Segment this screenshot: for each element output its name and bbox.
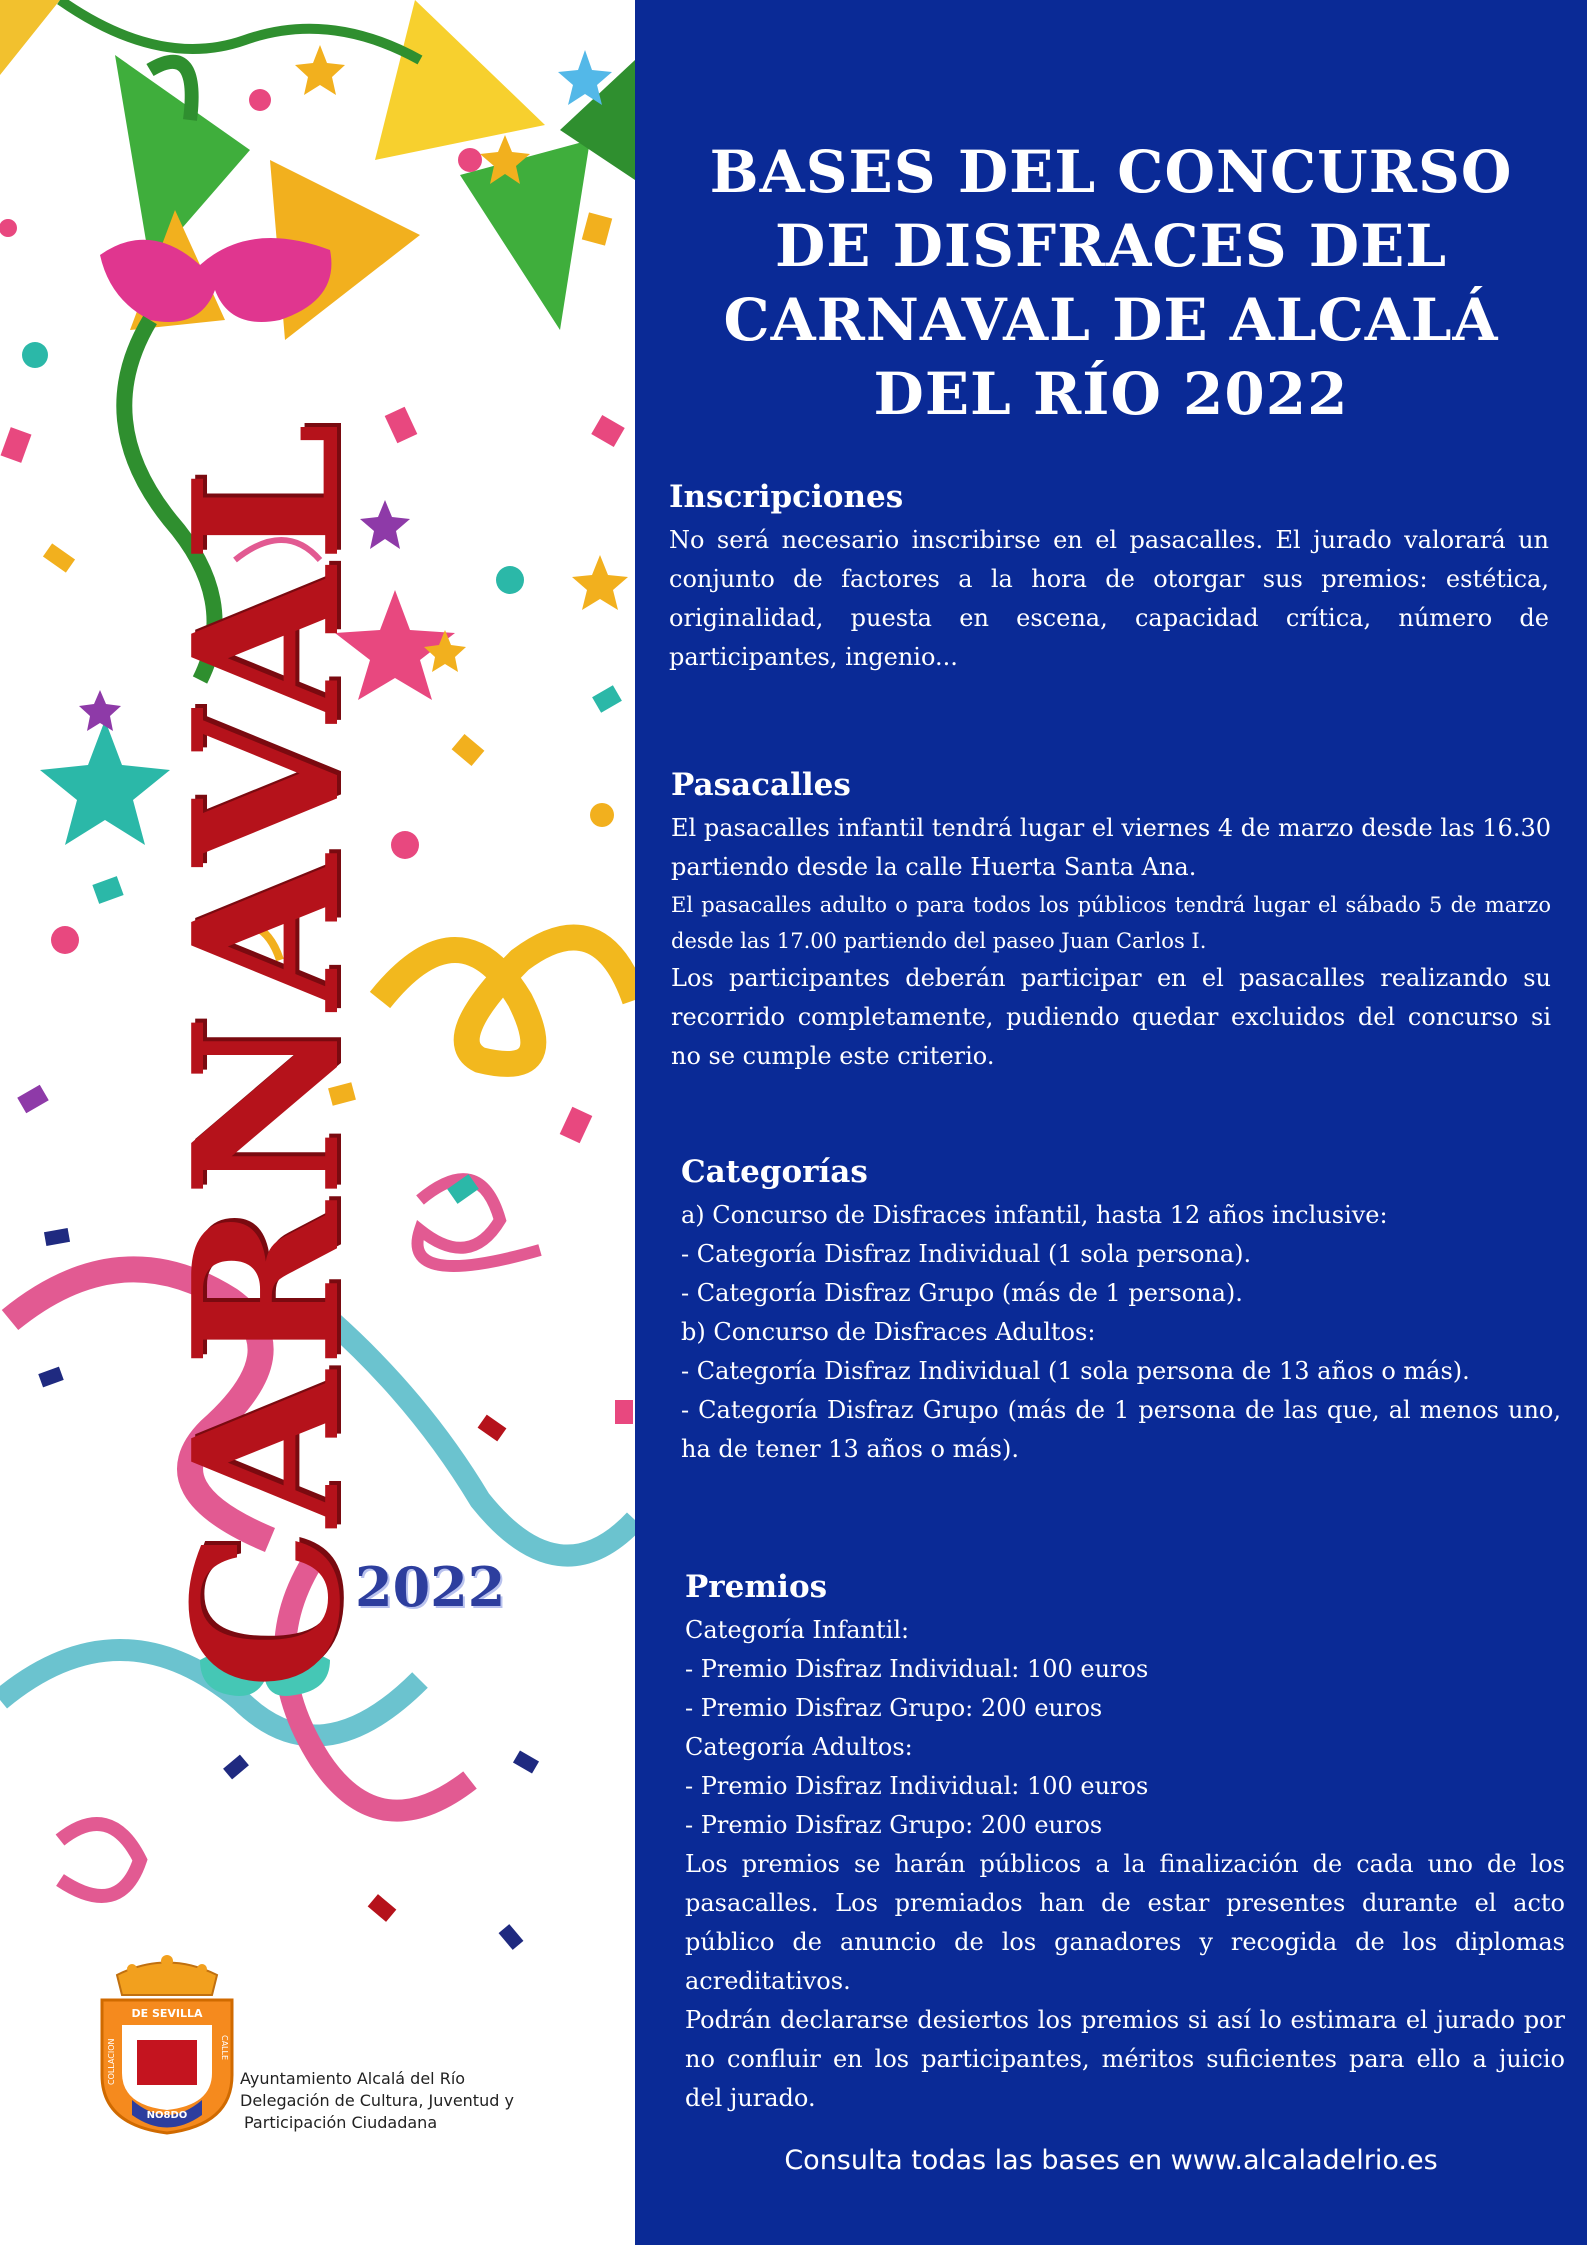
- org-line: Participación Ciudadana: [244, 2113, 438, 2132]
- org-line: Ayuntamiento Alcalá del Río: [240, 2069, 466, 2088]
- list-item: - Categoría Disfraz Individual (1 sola persona de 13 años o más).: [681, 1357, 1470, 1385]
- footer-link-note: Consulta todas las bases en www.alcaladelrio.es: [784, 2145, 1438, 2176]
- org-line: Delegación de Cultura, Juventud y: [240, 2091, 514, 2110]
- year-badge: 2022: [355, 1555, 506, 1619]
- section-premios: [685, 1565, 1565, 2118]
- section-pasacalles: [671, 763, 1551, 1076]
- crest-left-text: COLLACION: [107, 2038, 116, 2085]
- list-item: - Categoría Disfraz Grupo (más de 1 persona de las que, al menos uno, ha de tener 13 años o más).: [681, 1396, 1561, 1463]
- section-text: Los premios se harán públicos a la finalización de cada uno de los pasacalles. Los premiados han de estar presentes durante el acto público de anuncio de los ganadores y recogida de los diplomas acreditativos.: [685, 1850, 1565, 1995]
- section-text: No será necesario inscribirse en el pasacalles. El jurado valorará un conjunto de factores a la hora de otorgar sus premios: estética, originalidad, puesta en escena, capacidad crítica, número de participantes, ingenio...: [669, 526, 1549, 671]
- section-categorias: [681, 1150, 1561, 1469]
- list-item: - Categoría Disfraz Individual (1 sola persona).: [681, 1240, 1252, 1268]
- crest-icon: [92, 1955, 242, 2135]
- crest-right-text: CALLE: [220, 2035, 229, 2061]
- list-item: a) Concurso de Disfraces infantil, hasta 12 años inclusive:: [681, 1201, 1388, 1229]
- list-item: Categoría Adultos:: [685, 1733, 913, 1761]
- page-title: BASES DEL CONCURSO DE DISFRACES DEL CARNAVAL DE ALCALÁ DEL RÍO 2022: [709, 138, 1513, 428]
- list-item: - Premio Disfraz Individual: 100 euros: [685, 1655, 1149, 1683]
- list-item: Categoría Infantil:: [685, 1616, 910, 1644]
- organization-block: [240, 2068, 514, 2134]
- section-heading: Pasacalles: [671, 767, 851, 803]
- list-item: - Premio Disfraz Grupo: 200 euros: [685, 1811, 1103, 1839]
- section-text: El pasacalles adulto o para todos los públicos tendrá lugar el sábado 5 de marzo desde las 17.00 partiendo del paseo Juan Carlos I.: [671, 893, 1551, 953]
- list-item: - Premio Disfraz Grupo: 200 euros: [685, 1694, 1103, 1722]
- crest-bottom-text: NO8DO: [146, 2110, 188, 2121]
- list-item: - Premio Disfraz Individual: 100 euros: [685, 1772, 1149, 1800]
- decorative-panel: [0, 0, 635, 2245]
- section-text: El pasacalles infantil tendrá lugar el viernes 4 de marzo desde las 16.30 partiendo desde la calle Huerta Santa Ana.: [671, 814, 1551, 881]
- section-heading: Inscripciones: [669, 479, 904, 515]
- content-panel: [635, 0, 1587, 2245]
- list-item: b) Concurso de Disfraces Adultos:: [681, 1318, 1096, 1346]
- list-item: - Categoría Disfraz Grupo (más de 1 persona).: [681, 1279, 1243, 1307]
- crest-top-text: DE SEVILLA: [131, 2007, 203, 2020]
- carnaval-word-art: CARNAVAL: [150, 418, 385, 1690]
- section-text: Los participantes deberán participar en el pasacalles realizando su recorrido completamente, pudiendo quedar excluidos del concurso si no se cumple este criterio.: [671, 964, 1551, 1070]
- section-inscripciones: [669, 475, 1549, 677]
- section-heading: Premios: [685, 1569, 828, 1605]
- section-heading: Categorías: [681, 1154, 868, 1190]
- section-text: Podrán declararse desiertos los premios si así lo estimara el jurado por no confluir en los participantes, méritos suficientes para ello a juicio del jurado.: [685, 2006, 1565, 2112]
